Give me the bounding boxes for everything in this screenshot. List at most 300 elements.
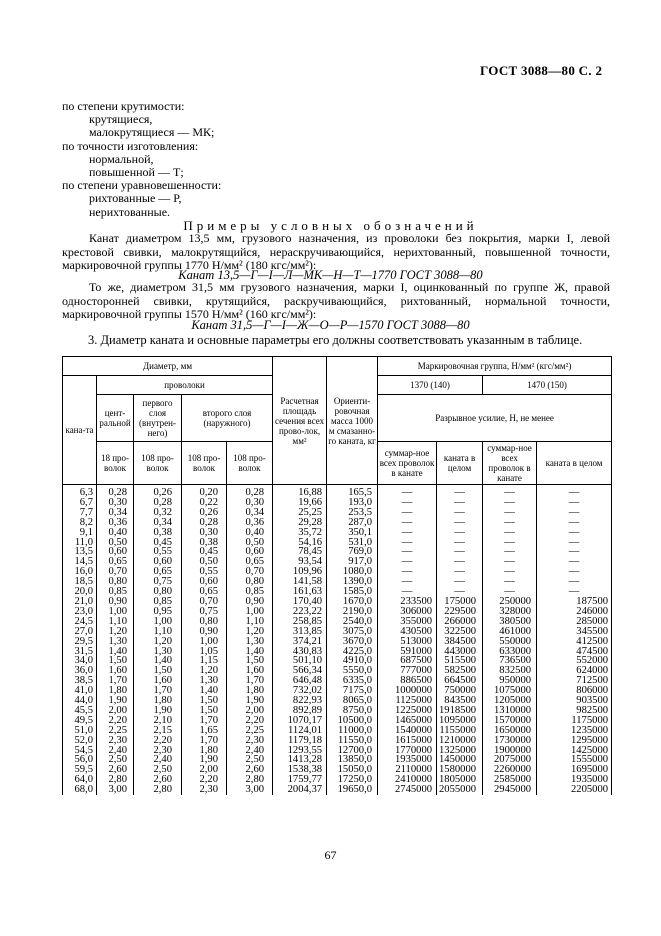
table-cell: 1,80 <box>97 686 134 696</box>
table-cell: 313,85 <box>273 627 327 637</box>
table-cell: 1390,0 <box>327 577 378 587</box>
table-cell: 1570000 <box>483 716 537 726</box>
table-cell: 1650000 <box>483 726 537 736</box>
table-cell: 64,0 <box>63 775 97 785</box>
table-cell: 0,26 <box>182 508 227 518</box>
table-cell: — <box>483 538 537 548</box>
table-cell: 287,0 <box>327 518 378 528</box>
table-cell: 1935000 <box>537 775 612 785</box>
table-cell: 1,50 <box>227 656 273 666</box>
table-cell: 3,00 <box>97 785 134 795</box>
table-cell: 0,70 <box>97 567 134 577</box>
table-cell: — <box>378 508 437 518</box>
table-cell: 2,10 <box>134 716 182 726</box>
table-cell: 917,0 <box>327 557 378 567</box>
table-cell: 374,21 <box>273 637 327 647</box>
table-cell: 11550,0 <box>327 736 378 746</box>
table-cell: 16,88 <box>273 485 327 498</box>
table-cell: 8750,0 <box>327 706 378 716</box>
table-cell: 2,15 <box>134 726 182 736</box>
table-cell: 1615000 <box>378 736 437 746</box>
table-cell: — <box>483 518 537 528</box>
table-cell: 1770000 <box>378 746 437 756</box>
table-cell: 0,85 <box>97 587 134 597</box>
table-cell: 0,38 <box>134 528 182 538</box>
table-cell: 1,40 <box>97 647 134 657</box>
table-cell: 246000 <box>537 607 612 617</box>
table-cell: 0,50 <box>97 538 134 548</box>
table-cell: 285000 <box>537 617 612 627</box>
table-cell: 633000 <box>483 647 537 657</box>
table-cell: 1,90 <box>134 706 182 716</box>
table-cell: — <box>483 498 537 508</box>
table-cell: 1,90 <box>182 755 227 765</box>
table-cell: 266000 <box>437 617 483 627</box>
table-cell: 1,20 <box>134 637 182 647</box>
table-cell: — <box>537 538 612 548</box>
table-cell: 0,50 <box>227 538 273 548</box>
table-cell: 1,20 <box>227 627 273 637</box>
table-cell: 1538,38 <box>273 765 327 775</box>
table-cell: 1,20 <box>182 666 227 676</box>
table-cell: 355000 <box>378 617 437 627</box>
table-cell: 2410000 <box>378 775 437 785</box>
table-cell: 345500 <box>537 627 612 637</box>
table-cell: — <box>483 528 537 538</box>
table-cell: 229500 <box>437 607 483 617</box>
table-cell: 0,60 <box>134 557 182 567</box>
table-cell: 1205000 <box>483 696 537 706</box>
table-cell: 0,95 <box>134 607 182 617</box>
table-cell: 2,40 <box>97 746 134 756</box>
table-cell: 1,60 <box>134 676 182 686</box>
table-cell: 322500 <box>437 627 483 637</box>
table-row <box>63 557 612 567</box>
table-cell: 903500 <box>537 696 612 706</box>
table-cell: 950000 <box>483 676 537 686</box>
table-cell: 13,5 <box>63 547 97 557</box>
table-cell: 1,90 <box>97 696 134 706</box>
class-line: крутящиеся, <box>89 112 153 127</box>
table-cell: 0,65 <box>182 587 227 597</box>
table-row <box>63 547 612 557</box>
table-cell: 11000,0 <box>327 726 378 736</box>
class-line: малокрутящиеся — МК; <box>89 125 215 140</box>
table-cell: 1,15 <box>182 656 227 666</box>
table-cell: 0,85 <box>227 587 273 597</box>
table-cell: 258,85 <box>273 617 327 627</box>
table-cell: 7175,0 <box>327 686 378 696</box>
table-cell: — <box>378 498 437 508</box>
central-header: цент-ральной <box>97 395 134 442</box>
table-cell: 0,32 <box>134 508 182 518</box>
class-line: по степени уравновешенности: <box>62 178 222 193</box>
table-row <box>63 485 612 498</box>
table-cell: — <box>437 567 483 577</box>
table-cell: 2,60 <box>97 765 134 775</box>
class-line: нерихтованные. <box>89 204 171 219</box>
table-cell: 223,22 <box>273 607 327 617</box>
table-cell: 10500,0 <box>327 716 378 726</box>
table-cell: 1070,17 <box>273 716 327 726</box>
table-cell: 41,0 <box>63 686 97 696</box>
table-cell: 56,0 <box>63 755 97 765</box>
table-cell: 306000 <box>378 607 437 617</box>
table-cell: 566,34 <box>273 666 327 676</box>
table-cell: 461000 <box>483 627 537 637</box>
example1-formula: Канат 13,5—Г—I—Л—МК—Н—Т—1770 ГОСТ 3088—80 <box>178 268 483 282</box>
table-cell: — <box>483 547 537 557</box>
table-cell: 2585000 <box>483 775 537 785</box>
table-cell: 16,0 <box>63 567 97 577</box>
table-cell: 380500 <box>483 617 537 627</box>
table-cell: — <box>437 587 483 597</box>
breaking-force-header: Разрывное усилие, Н, не менее <box>378 395 612 442</box>
table-cell: — <box>483 508 537 518</box>
table-row <box>63 498 612 508</box>
table-cell: — <box>483 485 537 498</box>
table-cell: — <box>537 528 612 538</box>
table-body <box>63 485 612 796</box>
table-cell: 34,0 <box>63 656 97 666</box>
table-cell: 0,90 <box>182 627 227 637</box>
table-cell: 2,30 <box>97 736 134 746</box>
table-cell: — <box>437 485 483 498</box>
table-cell: 2190,0 <box>327 607 378 617</box>
table-cell: 1,70 <box>97 676 134 686</box>
table-cell: 1,50 <box>182 696 227 706</box>
table-cell: 2,00 <box>97 706 134 716</box>
table-cell: 0,85 <box>134 597 182 607</box>
table-cell: 0,22 <box>182 498 227 508</box>
table-cell: 1124,01 <box>273 726 327 736</box>
table-cell: 1295000 <box>537 736 612 746</box>
w18-header: 18 про-волок <box>97 442 134 485</box>
table-cell: 0,50 <box>182 557 227 567</box>
table-cell: 27,0 <box>63 627 97 637</box>
table-cell: 1,70 <box>182 736 227 746</box>
table-cell: 2,40 <box>134 755 182 765</box>
table-cell: — <box>378 528 437 538</box>
table-cell: 646,48 <box>273 676 327 686</box>
table-cell: 0,38 <box>182 538 227 548</box>
table-cell: 1,10 <box>97 617 134 627</box>
table-cell: — <box>378 567 437 577</box>
table-cell: 0,36 <box>227 518 273 528</box>
table-cell: 193,0 <box>327 498 378 508</box>
table-cell: 3,00 <box>227 785 273 795</box>
table-cell: 2745000 <box>378 785 437 795</box>
table-cell: 54,16 <box>273 538 327 548</box>
whole-1470-header: каната в целом <box>537 442 612 485</box>
table-cell: 1670,0 <box>327 597 378 607</box>
table-cell: 1,00 <box>227 607 273 617</box>
table-cell: 2110000 <box>378 765 437 775</box>
table-cell: 2055000 <box>437 785 483 795</box>
table-cell: 0,26 <box>134 485 182 498</box>
table-cell: 36,0 <box>63 666 97 676</box>
table-cell: 2260000 <box>483 765 537 775</box>
table-cell: 328000 <box>483 607 537 617</box>
table-cell: 982500 <box>537 706 612 716</box>
table-cell: 550000 <box>483 637 537 647</box>
table-cell: 1,80 <box>227 686 273 696</box>
example2-body: То же, диаметром 31,5 мм грузового назначения, марки I, оцинкованный по группе Ж, правой односторонней свивки, крутящийся, раскручивающийся, рихтованный, нормальной точности, маркировочной группы 1570 Н/мм² (160 кгс/мм²): <box>62 280 610 321</box>
table-cell: 2,20 <box>134 736 182 746</box>
first-layer-header: первого слоя (внутрен-него) <box>134 395 182 442</box>
table-row <box>63 567 612 577</box>
table-cell: 2,30 <box>134 746 182 756</box>
table-cell: 0,40 <box>97 528 134 538</box>
table-cell: 2,30 <box>182 785 227 795</box>
table-cell: 8,2 <box>63 518 97 528</box>
table-cell: 1,90 <box>227 696 273 706</box>
table-cell: 1325000 <box>437 746 483 756</box>
w108-header: 108 про-волок <box>227 442 273 485</box>
table-cell: 687500 <box>378 656 437 666</box>
table-cell: 51,0 <box>63 726 97 736</box>
table-cell: 3670,0 <box>327 637 378 647</box>
table-row <box>63 637 612 647</box>
table-cell: 1,20 <box>97 627 134 637</box>
table-cell: 253,5 <box>327 508 378 518</box>
table-cell: 2205000 <box>537 785 612 795</box>
table-row <box>63 528 612 538</box>
table-cell: 591000 <box>378 647 437 657</box>
table-cell: 0,80 <box>134 587 182 597</box>
second-layer-header: второго слоя (наружного) <box>182 395 273 442</box>
table-cell: — <box>437 577 483 587</box>
table-cell: 21,0 <box>63 597 97 607</box>
table-cell: 582500 <box>437 666 483 676</box>
table-cell: 1,05 <box>182 647 227 657</box>
table-cell: 0,65 <box>97 557 134 567</box>
table-cell: 2,00 <box>182 765 227 775</box>
table-cell: 1,30 <box>227 637 273 647</box>
table-cell: — <box>537 485 612 498</box>
table-cell: — <box>537 587 612 597</box>
w108-header: 108 про-волок <box>134 442 182 485</box>
table-cell: 806000 <box>537 686 612 696</box>
table-cell: 1425000 <box>537 746 612 756</box>
table-cell: 8065,0 <box>327 696 378 706</box>
table-cell: 15050,0 <box>327 765 378 775</box>
marking-header: Маркировочная группа, Н/мм² (кгс/мм²) <box>378 357 612 376</box>
table-cell: 0,90 <box>227 597 273 607</box>
table-cell: 430500 <box>378 627 437 637</box>
table-cell: 1000000 <box>378 686 437 696</box>
table-row <box>63 577 612 587</box>
table-cell: 1918500 <box>437 706 483 716</box>
table-cell: 0,60 <box>97 547 134 557</box>
parameters-table <box>62 356 612 795</box>
table-cell: 1,50 <box>182 706 227 716</box>
table-cell: 0,80 <box>97 577 134 587</box>
table-cell: 1805000 <box>437 775 483 785</box>
table-cell: 1,70 <box>134 686 182 696</box>
table-cell: 515500 <box>437 656 483 666</box>
table-cell: 2,50 <box>97 755 134 765</box>
example2-text <box>62 281 610 322</box>
table-cell: 1900000 <box>483 746 537 756</box>
table-cell: 2,25 <box>97 726 134 736</box>
table-cell: 513000 <box>378 637 437 647</box>
table-cell: 732,02 <box>273 686 327 696</box>
table-cell: 443000 <box>437 647 483 657</box>
w108-header: 108 про-волок <box>182 442 227 485</box>
table-cell: — <box>537 567 612 577</box>
table-cell: 19,66 <box>273 498 327 508</box>
table-cell: 0,30 <box>227 498 273 508</box>
table-cell: — <box>378 485 437 498</box>
table-cell: — <box>437 518 483 528</box>
table-cell: 0,90 <box>97 597 134 607</box>
class-line: по точности изготовления: <box>62 138 199 153</box>
table-cell: 0,80 <box>227 577 273 587</box>
table-cell: 2,40 <box>227 746 273 756</box>
table-cell: 23,0 <box>63 607 97 617</box>
table-cell: 0,55 <box>182 567 227 577</box>
table-cell: 17250,0 <box>327 775 378 785</box>
table-cell: — <box>537 508 612 518</box>
table-cell: 250000 <box>483 597 537 607</box>
table-cell: 1555000 <box>537 755 612 765</box>
table-cell: 31,5 <box>63 647 97 657</box>
table-cell: 109,96 <box>273 567 327 577</box>
table-cell: 1540000 <box>378 726 437 736</box>
table-cell: — <box>378 538 437 548</box>
table-cell: 0,45 <box>182 547 227 557</box>
table-cell: 0,65 <box>227 557 273 567</box>
table-cell: 29,5 <box>63 637 97 647</box>
table-cell: 141,58 <box>273 577 327 587</box>
example1-body: Канат диаметром 13,5 мм, грузового назначения, из проволоки без покрытия, марки I, левой крестовой свивки, малокрутящийся, нераскручивающийся, нерихтованный, повышенной точности, маркировочной группы 1770 Н/мм² (180 кгс/мм²): <box>62 231 610 272</box>
table-cell: 6335,0 <box>327 676 378 686</box>
whole-1370-header: каната в целом <box>437 442 483 485</box>
example2-formula: Канат 31,5—Г—I—Ж—О—Р—1570 ГОСТ 3088—80 <box>191 318 470 332</box>
table-cell: 0,65 <box>134 567 182 577</box>
table-cell: 750000 <box>437 686 483 696</box>
table-cell: 2,50 <box>227 755 273 765</box>
class-line: по степени крутимости: <box>62 99 185 113</box>
table-cell: 1,50 <box>97 656 134 666</box>
table-cell: 0,36 <box>97 518 134 528</box>
table-cell: 1,50 <box>134 666 182 676</box>
table-cell: 0,75 <box>134 577 182 587</box>
table-cell: 1450000 <box>437 755 483 765</box>
table-cell: — <box>378 587 437 597</box>
table-cell: 49,5 <box>63 716 97 726</box>
diameter-header: Диаметр, мм <box>63 357 273 376</box>
table-cell: 1235000 <box>537 726 612 736</box>
table-cell: 187500 <box>537 597 612 607</box>
examples-title: Примеры условных обозначений <box>183 218 478 233</box>
table-cell: 474500 <box>537 647 612 657</box>
table-cell: 777000 <box>378 666 437 676</box>
table-cell: — <box>483 567 537 577</box>
class-line: нормальной, <box>89 151 154 166</box>
table-cell: 1,00 <box>182 637 227 647</box>
table-cell: 1175000 <box>537 716 612 726</box>
table-cell: 4910,0 <box>327 656 378 666</box>
table-row <box>63 785 612 795</box>
table-cell: 93,54 <box>273 557 327 567</box>
table-cell: 25,25 <box>273 508 327 518</box>
table-cell: 1095000 <box>437 716 483 726</box>
table-cell: 1310000 <box>483 706 537 716</box>
table-cell: — <box>537 577 612 587</box>
table-cell: 2,80 <box>134 785 182 795</box>
table-cell: 712500 <box>537 676 612 686</box>
table-cell: 14,5 <box>63 557 97 567</box>
table-cell: 6,7 <box>63 498 97 508</box>
table-cell: 0,70 <box>182 597 227 607</box>
table-cell: 1,65 <box>182 726 227 736</box>
table-cell: 13850,0 <box>327 755 378 765</box>
table-cell: 1,80 <box>134 696 182 706</box>
table-cell: 2540,0 <box>327 617 378 627</box>
sum-1370-header: суммар-ное всех проволок в канате <box>378 442 437 485</box>
table-cell: 35,72 <box>273 528 327 538</box>
table-cell: 11,0 <box>63 538 97 548</box>
table-cell: 5550,0 <box>327 666 378 676</box>
page-header: ГОСТ 3088—80 С. 2 <box>480 63 603 78</box>
table-cell: 12700,0 <box>327 746 378 756</box>
table-cell: 4225,0 <box>327 647 378 657</box>
table-cell: 1,00 <box>97 607 134 617</box>
table-cell: 1,60 <box>97 666 134 676</box>
table-cell: — <box>437 498 483 508</box>
table-cell: 0,34 <box>97 508 134 518</box>
table-cell: 2,60 <box>227 765 273 775</box>
table-cell: 552000 <box>537 656 612 666</box>
table-cell: 1,70 <box>227 676 273 686</box>
table-cell: 2,20 <box>97 716 134 726</box>
table-cell: — <box>537 547 612 557</box>
table-cell: 843500 <box>437 696 483 706</box>
classification-list <box>62 100 221 219</box>
table-cell: 2,20 <box>182 775 227 785</box>
table-cell: 0,28 <box>97 485 134 498</box>
table-row <box>63 538 612 548</box>
table-cell: 1,40 <box>182 686 227 696</box>
table-row <box>63 518 612 528</box>
table-cell: 531,0 <box>327 538 378 548</box>
table-cell: 29,28 <box>273 518 327 528</box>
table-cell: 24,5 <box>63 617 97 627</box>
table-cell: — <box>378 518 437 528</box>
table-cell: 1,80 <box>182 746 227 756</box>
table-cell: 2,25 <box>227 726 273 736</box>
table-cell: 832500 <box>483 666 537 676</box>
table-cell: — <box>437 508 483 518</box>
table-cell: 233500 <box>378 597 437 607</box>
table-cell: 1,70 <box>182 716 227 726</box>
class-line: повышенной — Т; <box>89 165 184 180</box>
table-cell: 1695000 <box>537 765 612 775</box>
table-cell: 1,40 <box>227 647 273 657</box>
class-line: рихтованные — Р, <box>89 191 182 206</box>
table-cell: — <box>537 518 612 528</box>
table-cell: 2,00 <box>227 706 273 716</box>
page-number: 67 <box>324 848 337 862</box>
group-1370: 1370 (140) <box>378 376 483 395</box>
table-cell: 2075000 <box>483 755 537 765</box>
table-cell: 170,40 <box>273 597 327 607</box>
table-cell: 769,0 <box>327 547 378 557</box>
table-cell: — <box>483 577 537 587</box>
table-cell: 1585,0 <box>327 587 378 597</box>
